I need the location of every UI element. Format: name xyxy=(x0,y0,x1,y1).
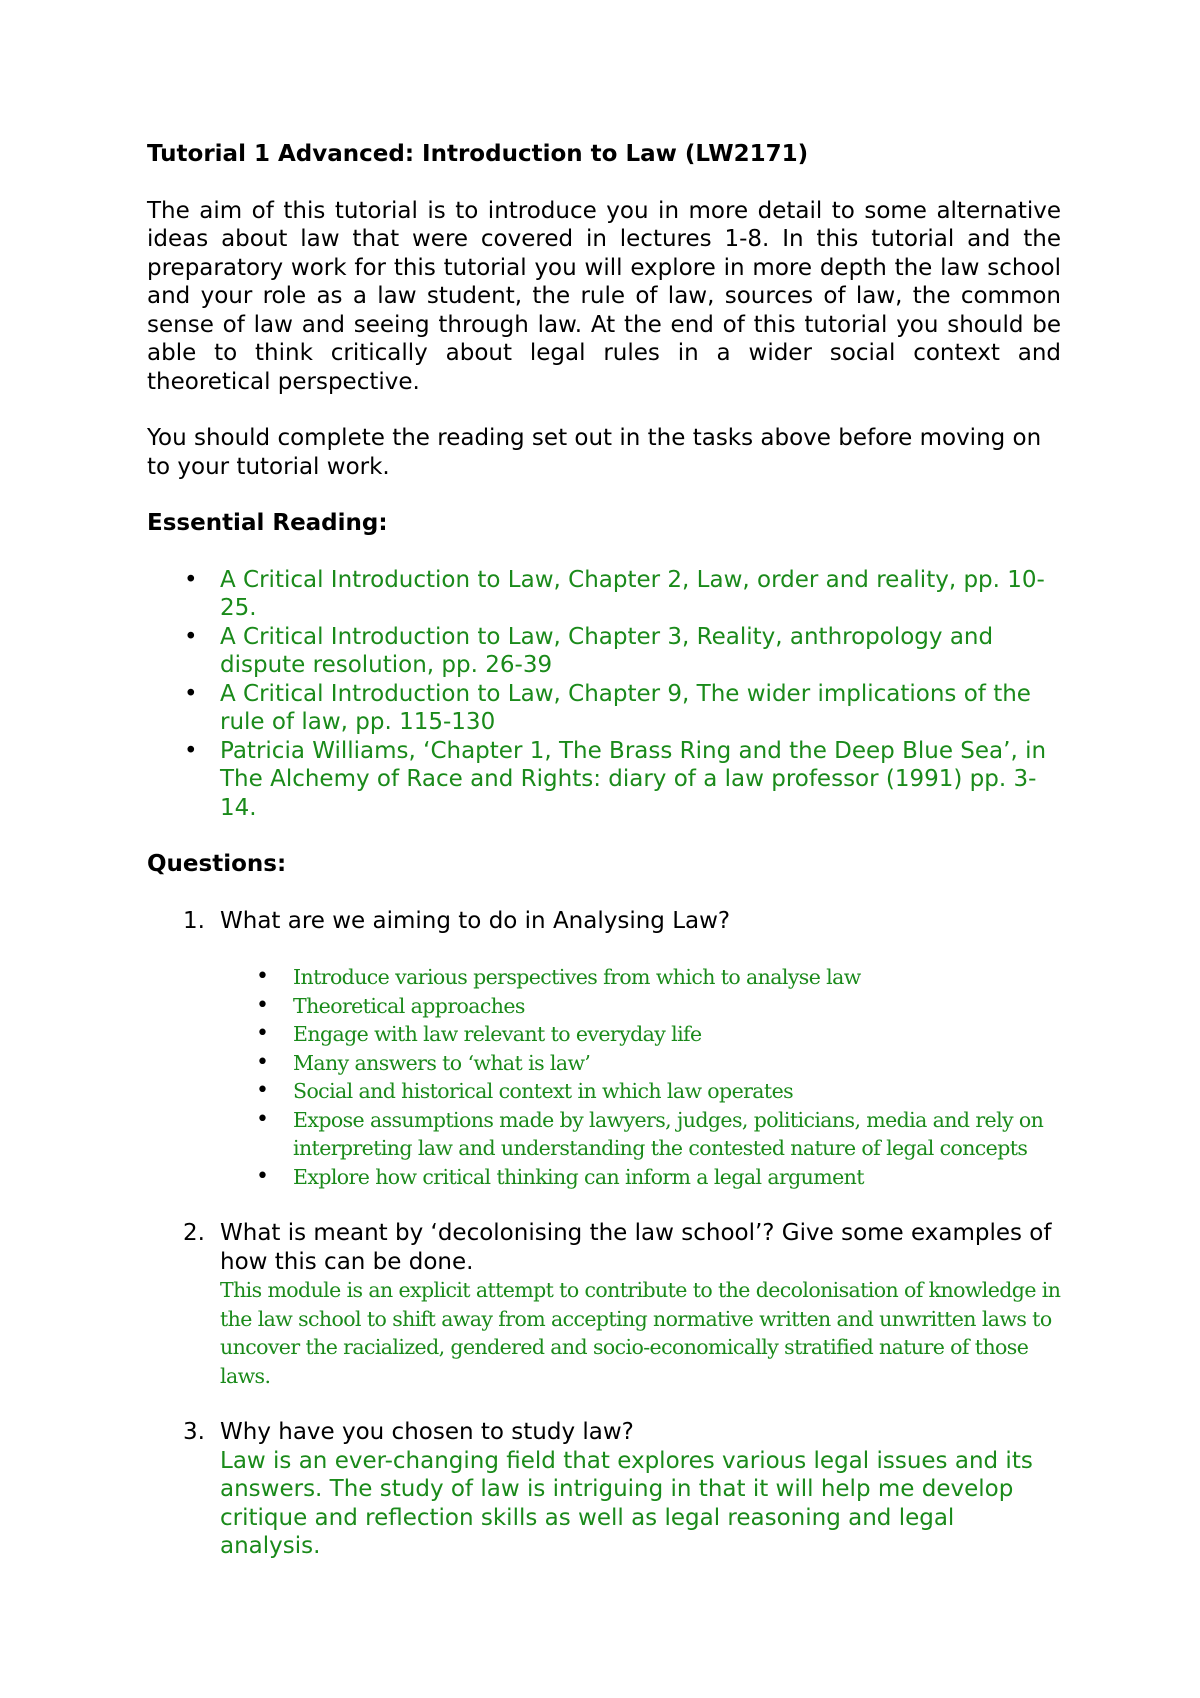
question-text: What are we aiming to do in Analysing Law? xyxy=(220,907,731,934)
bullet-icon: • xyxy=(256,1163,269,1189)
bullet-icon: • xyxy=(256,1021,269,1046)
answer-text: Explore how critical thinking can inform a legal argument xyxy=(293,1164,864,1189)
bullet-icon: • xyxy=(256,992,269,1018)
bullet-icon: • xyxy=(184,680,198,707)
question-text: What is meant by ‘decolonising the law school’? Give some examples of how this can be done. xyxy=(220,1220,1052,1275)
bullet-icon: • xyxy=(256,1106,269,1132)
answer-item xyxy=(220,1106,1061,1163)
bullet-icon: • xyxy=(184,737,198,764)
answer-text: Expose assumptions made by lawyers, judges, politicians, media and rely on interpreting law and understanding the contested nature of legal concepts xyxy=(293,1107,1044,1160)
bullet-icon: • xyxy=(184,623,198,650)
answer-text: Introduce various perspectives from which to analyse law xyxy=(293,965,861,989)
reading-item-text: A Critical Introduction to Law, Chapter 2, Law, order and reality, pp. 10-25. xyxy=(220,566,1045,621)
bullet-icon: • xyxy=(184,566,198,593)
questions-heading: Questions: xyxy=(147,851,287,877)
answer-text: Theoretical approaches xyxy=(293,993,525,1018)
question-item xyxy=(147,907,1061,1192)
reading-item-text: A Critical Introduction to Law, Chapter 9, The wider implications of the rule of law, pp. 115-130 xyxy=(220,680,1031,735)
answer-text: Law is an ever-changing field that explores various legal issues and its answers. The study of law is intriguing in that it will help me develop critique and reflection skills as well as legal reasoning and legal analysis. xyxy=(220,1447,1033,1559)
answer-text: Engage with law relevant to everyday life xyxy=(293,1022,702,1046)
answer-item xyxy=(220,963,1061,992)
intro-paragraph: The aim of this tutorial is to introduce you in more detail to some alternative ideas about law that were covered in lectures 1-8. In this tutorial and the preparatory work for this tutorial you will explore in more depth the law school and your role as a law student, the rule of law, sources of law, the common sense of law and seeing through law. At the end of this tutorial you should be able to think critically about legal rules in a wider social context and theoretical perspective. xyxy=(147,197,1061,395)
question-item xyxy=(147,1418,1061,1561)
answer-item xyxy=(220,1020,1061,1049)
reading-heading: Essential Reading: xyxy=(147,510,388,536)
answer-list xyxy=(220,963,1061,1191)
bullet-icon: • xyxy=(256,1078,269,1103)
reading-list xyxy=(147,566,1061,823)
answer-text: This module is an explicit attempt to contribute to the decolonisation of knowledge in the law school to shift away from accepting normative written and unwritten laws to uncover the racialized, gendered and socio-economically stratified nature of those laws. xyxy=(220,1278,1061,1388)
answer-item xyxy=(220,1163,1061,1192)
question-text: Why have you chosen to study law? xyxy=(220,1419,634,1445)
question-item xyxy=(147,1219,1061,1390)
question-number: 2. xyxy=(183,1220,205,1246)
reading-item-text: A Critical Introduction to Law, Chapter 3, Reality, anthropology and dispute resolution, pp. 26-39 xyxy=(220,623,994,678)
answer-text: Many answers to ‘what is law’ xyxy=(293,1050,591,1075)
instruction-paragraph: You should complete the reading set out in the tasks above before moving on to your tutorial work. xyxy=(147,425,1042,480)
reading-item xyxy=(147,680,1061,737)
questions-list xyxy=(147,907,1061,1561)
answer-item xyxy=(220,1049,1061,1078)
document-title: Tutorial 1 Advanced: Introduction to Law (LW2171) xyxy=(147,141,809,167)
reading-item xyxy=(147,737,1061,823)
reading-item xyxy=(147,566,1061,623)
question-number: 3. xyxy=(183,1419,205,1445)
question-number: 1. xyxy=(183,907,205,934)
document-page xyxy=(147,140,1061,1589)
bullet-icon: • xyxy=(256,1049,269,1075)
answer-item xyxy=(220,992,1061,1021)
reading-item-text: Patricia Williams, ‘Chapter 1, The Brass Ring and the Deep Blue Sea’, in The Alchemy of Race and Rights: diary of a law professor (1991) pp. 3-14. xyxy=(220,737,1047,821)
answer-item xyxy=(220,1077,1061,1106)
reading-item xyxy=(147,623,1061,680)
bullet-icon: • xyxy=(256,964,269,989)
answer-text: Social and historical context in which law operates xyxy=(293,1079,794,1103)
